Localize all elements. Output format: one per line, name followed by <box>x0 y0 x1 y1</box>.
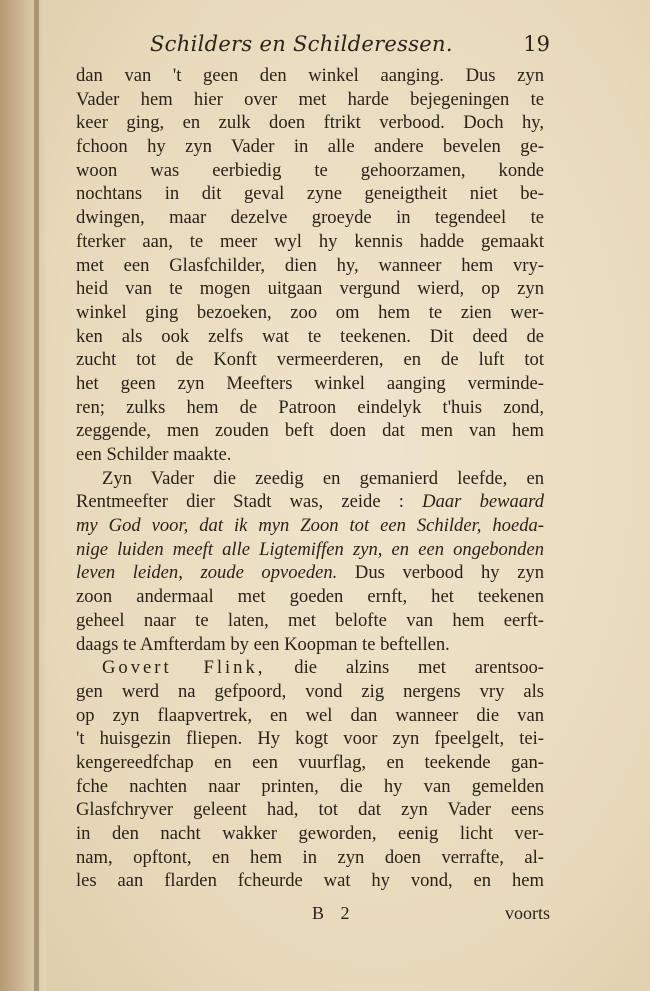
text-line: in den nacht wakker geworden, eenig licht ver- <box>76 823 544 844</box>
text-line: dwingen, maar dezelve groeyde in tegendeel te <box>76 207 544 229</box>
text-line: ken als ook zelfs wat te teekenen. Dit deed de <box>76 325 544 347</box>
text-line: ren; zulks hem de Patroon eindelyk t'huis zond, <box>76 396 544 418</box>
text-line: 't huisgezin fliepen. Hy kogt voor zyn fpeelgelt, tei- <box>76 728 544 750</box>
text-line: Glasfchryver geleent had, tot dat zyn Vader eens <box>76 799 544 821</box>
text-line: Vader hem hier over met harde bejegeningen te <box>76 88 544 110</box>
italic-quote: leven leiden, zoude opvoeden. <box>76 562 338 584</box>
text-line: fterker aan, te meer wyl hy kennis hadde gemaakt <box>76 230 544 252</box>
book-spine-shadow <box>0 0 46 991</box>
text-line: een Schilder maakte. <box>76 444 232 465</box>
text-line: kengereedfchap en een vuurflag, en teekende gan- <box>76 751 544 773</box>
signature-mark: B 2 <box>312 903 356 923</box>
text-line: nochtans in dit geval zyne geneigtheit niet be- <box>76 183 544 205</box>
text-line: fchoon hy zyn Vader in alle andere bevelen ge- <box>76 136 544 158</box>
italic-quote: Daar bewaard <box>422 491 544 513</box>
text-line: daags te Amfterdam by een Koopman te beftellen. <box>76 633 450 655</box>
text-line: woon was eerbiedig te gehoorzamen, konde <box>76 159 544 181</box>
page-number: 19 <box>523 32 550 56</box>
body-text <box>76 64 544 893</box>
text-line: nam, opftont, en hem in zyn doen verrafte, al- <box>76 846 544 868</box>
text-line: winkel ging bezoeken, zoo om hem te zien wer- <box>76 301 544 323</box>
person-name: Govert Flink, <box>102 657 266 679</box>
text-line: geheel naar te laten, met belofte van hem eerft- <box>76 609 544 631</box>
text-line: Zyn Vader die zeedig en gemanierd leefde, en <box>102 467 544 489</box>
text-line: gen werd na gefpoord, vond zig nergens vry als <box>76 680 544 702</box>
text-line: zeggende, men zouden beft doen dat men van hem <box>76 420 544 442</box>
text-line: zucht tot de Konft vermeerderen, en de luft tot <box>76 349 544 371</box>
text-line-italic: my God voor, dat ik myn Zoon tot een Schilder, hoeda- <box>76 515 544 537</box>
text-line <box>76 561 544 585</box>
text-line <box>76 656 544 680</box>
text-line: op zyn flaapvertrek, en wel dan wanneer die van <box>76 704 544 726</box>
running-head <box>150 32 550 62</box>
text-run: Rentmeefter dier Stadt was, zeide : <box>76 491 404 513</box>
spine-edge <box>34 0 39 991</box>
running-head-title: Schilders en Schilderessen. <box>150 32 453 56</box>
text-line: met een Glasfchilder, dien hy, wanneer hem vry- <box>76 254 544 276</box>
text-line: heid van te mogen uitgaan vergund wierd, op zyn <box>76 278 544 300</box>
text-line: dan van 't geen den winkel aanging. Dus zyn <box>76 65 544 86</box>
text-line-italic: nige luiden meeft alle Ligtemiffen zyn, en een ongebonden <box>76 538 544 560</box>
text-line: keer ging, en zulk doen ftrikt verbood. Doch hy, <box>76 112 544 134</box>
text-run: Dus verbood hy zyn <box>354 562 544 584</box>
text-line: les aan flarden fcheurde wat hy vond, en hem <box>76 870 544 892</box>
text-line: fche nachten naar printen, die hy van gemelden <box>76 775 544 797</box>
catchword: voorts <box>505 903 550 923</box>
text-run: die alzins met arentsoo- <box>294 657 544 679</box>
text-line: zoon andermaal met goeden ernft, het teekenen <box>76 586 544 608</box>
text-line <box>76 490 544 514</box>
page-footer <box>76 903 550 929</box>
text-line: het geen zyn Meefters winkel aanging verminde- <box>76 372 544 394</box>
